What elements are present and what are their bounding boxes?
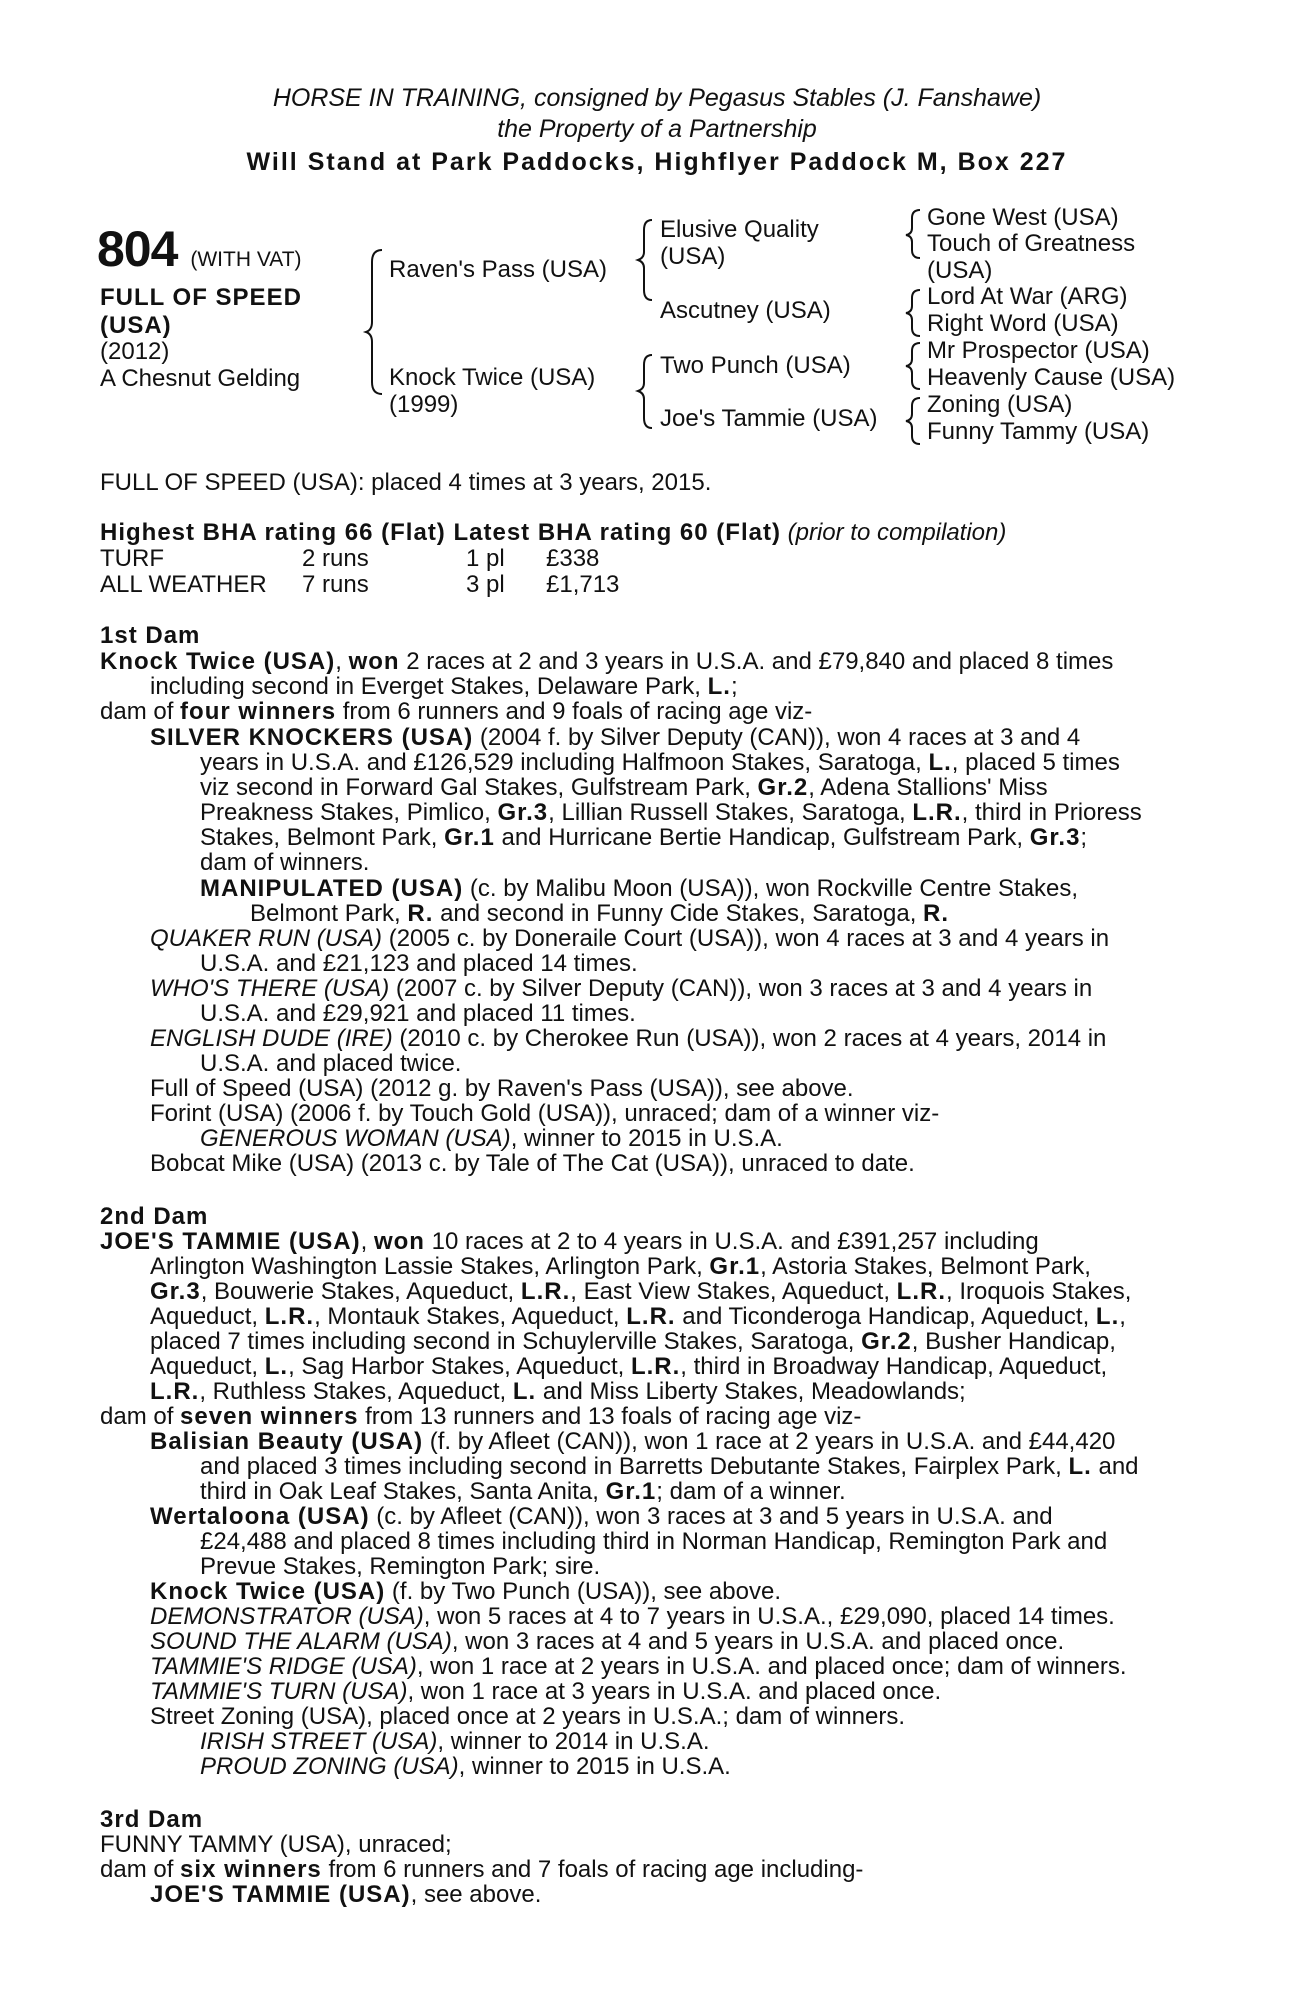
first-dam-line: SILVER KNOCKERS (USA) (2004 f. by Silver Deputy (CAN)), won 4 races at 3 and 4 (150, 724, 1081, 751)
second-dam-line: L.R., Ruthless Stakes, Aqueduct, L. and Miss Liberty Stakes, Meadowlands; (150, 1378, 966, 1405)
second-dam-line: PROUD ZONING (USA), winner to 2015 in U.S.A. (200, 1753, 731, 1780)
second-dam-line: Aqueduct, L.R., Montauk Stakes, Aqueduct, L.R. and Ticonderoga Handicap, Aqueduct, L., (150, 1303, 1126, 1330)
first-dam-line: years in U.S.A. and £126,529 including Halfmoon Stakes, Saratoga, L., placed 5 times (200, 749, 1120, 776)
header-line-3: Will Stand at Park Paddocks, Highflyer Paddock M, Box 227 (246, 148, 1068, 176)
pedigree-ssd: Touch of Greatness (927, 230, 1136, 257)
first-dam-line: U.S.A. and £21,123 and placed 14 times. (200, 950, 638, 977)
horse-description: A Chesnut Gelding (100, 365, 301, 392)
first-dam-line: ENGLISH DUDE (IRE) (2010 c. by Cherokee Run (USA)), won 2 races at 4 years, 2014 in (150, 1025, 1107, 1052)
stat-surface: ALL WEATHER (100, 571, 267, 598)
second-dam-line: Street Zoning (USA), placed once at 2 years in U.S.A.; dam of winners. (150, 1703, 906, 1730)
pedigree-sds: Lord At War (ARG) (927, 283, 1128, 310)
first-dam-line: QUAKER RUN (USA) (2005 c. by Doneraile Court (USA)), won 4 races at 3 and 4 years in (150, 925, 1110, 952)
second-dam-line: third in Oak Leaf Stakes, Santa Anita, Gr.1; dam of a winner. (200, 1478, 846, 1505)
first-dam-line: MANIPULATED (USA) (c. by Malibu Moon (USA)), won Rockville Centre Stakes, (200, 875, 1079, 902)
second-dam-line: IRISH STREET (USA), winner to 2014 in U.S.A. (200, 1728, 710, 1755)
pedigree-sire: Raven's Pass (USA) (389, 256, 607, 283)
first-dam-line: U.S.A. and £29,921 and placed 11 times. (200, 1000, 636, 1027)
third-dam-produce-summary: dam of six winners from 6 runners and 7 foals of racing age including- (100, 1856, 864, 1883)
second-dam-line: Arlington Washington Lassie Stakes, Arlington Park, Gr.1, Astoria Stakes, Belmont Park, (150, 1253, 1091, 1280)
first-dam-produce-summary: dam of four winners from 6 runners and 9 foals of racing age viz- (100, 698, 813, 725)
first-dam-heading: 1st Dam (100, 622, 201, 649)
second-dam-line: TAMMIE'S TURN (USA), won 1 race at 3 years in U.S.A. and placed once. (150, 1678, 942, 1705)
second-dam-line: DEMONSTRATOR (USA), won 5 races at 4 to 7 years in U.S.A., £29,090, placed 14 times. (150, 1603, 1115, 1630)
pedigree-dam-year: (1999) (389, 391, 459, 418)
third-dam-heading: 3rd Dam (100, 1806, 204, 1833)
stat-placed: 1 pl (466, 545, 505, 572)
first-dam-line: Stakes, Belmont Park, Gr.1 and Hurricane Bertie Handicap, Gulfstream Park, Gr.3; (200, 824, 1088, 851)
lot-number: 804 (97, 221, 178, 277)
stat-prize: £338 (546, 545, 600, 572)
first-dam-line: Bobcat Mike (USA) (2013 c. by Tale of The Cat (USA)), unraced to date. (150, 1150, 915, 1177)
first-dam-line: viz second in Forward Gal Stakes, Gulfstream Park, Gr.2, Adena Stallions' Miss (200, 774, 1048, 801)
rating-note: (prior to compilation) (787, 519, 1007, 546)
second-dam-line: Knock Twice (USA) (f. by Two Punch (USA)), see above. (150, 1578, 781, 1605)
pedigree-sire-sire-country: (USA) (660, 243, 726, 270)
pedigree-sire-sire: Elusive Quality (660, 216, 819, 243)
second-dam-line: £24,488 and placed 8 times including third in Norman Handicap, Remington Park and (200, 1528, 1108, 1555)
horse-year: (2012) (100, 338, 170, 365)
second-dam-line: SOUND THE ALARM (USA), won 3 races at 4 and 5 years in U.S.A. and placed once. (150, 1628, 1065, 1655)
first-dam-line: dam of winners. (200, 849, 370, 876)
second-dam-produce-summary: dam of seven winners from 13 runners and 13 foals of racing age viz- (100, 1403, 862, 1430)
rating-line (100, 520, 1006, 546)
first-dam-line: Belmont Park, R. and second in Funny Cide Stakes, Saratoga, R. (250, 900, 950, 927)
second-dam-line: and placed 3 times including second in Barretts Debutante Stakes, Fairplex Park, L. and (200, 1453, 1139, 1480)
pedigree-ddd: Funny Tammy (USA) (927, 418, 1150, 445)
stats-row-turf (100, 546, 700, 572)
pedigree-dam: Knock Twice (USA) (389, 364, 596, 391)
second-dam-line: Wertaloona (USA) (c. by Afleet (CAN)), won 3 races at 3 and 5 years in U.S.A. and (150, 1503, 1053, 1530)
pedigree-dam-dam: Joe's Tammie (USA) (660, 405, 878, 432)
first-dam-line: Forint (USA) (2006 f. by Touch Gold (USA)), unraced; dam of a winner viz- (150, 1100, 940, 1127)
stat-runs: 7 runs (302, 571, 369, 598)
second-dam-line: JOE'S TAMMIE (USA), won 10 races at 2 to 4 years in U.S.A. and £391,257 including (100, 1228, 1039, 1255)
first-dam-line: Preakness Stakes, Pimlico, Gr.3, Lillian Russell Stakes, Saratoga, L.R., third in Prioress (200, 799, 1142, 826)
second-dam-line: TAMMIE'S RIDGE (USA), won 1 race at 2 years in U.S.A. and placed once; dam of winners. (150, 1653, 1127, 1680)
stats-row-aw (100, 572, 700, 598)
second-dam-heading: 2nd Dam (100, 1203, 209, 1230)
header-line-1: HORSE IN TRAINING, consigned by Pegasus Stables (J. Fanshawe) (272, 84, 1042, 112)
second-dam-line: placed 7 times including second in Schuylerville Stakes, Saratoga, Gr.2, Busher Handicap, (150, 1328, 1116, 1355)
header-line-2: the Property of a Partnership (497, 115, 817, 143)
first-dam-line: including second in Everget Stakes, Delaware Park, L.; (150, 673, 738, 700)
stat-placed: 3 pl (466, 571, 505, 598)
third-dam-line: JOE'S TAMMIE (USA), see above. (150, 1881, 542, 1908)
second-dam-line: Gr.3, Bouwerie Stakes, Aqueduct, L.R., East View Stakes, Aqueduct, L.R., Iroquois Stakes, (150, 1278, 1132, 1305)
pedigree-dss: Mr Prospector (USA) (927, 337, 1150, 364)
stat-runs: 2 runs (302, 545, 369, 572)
second-dam-line: Prevue Stakes, Remington Park; sire. (200, 1553, 601, 1580)
first-dam-line: Full of Speed (USA) (2012 g. by Raven's Pass (USA)), see above. (150, 1075, 854, 1102)
horse-name-line-2: (USA) (100, 312, 172, 339)
second-dam-line: Aqueduct, L., Sag Harbor Stakes, Aqueduct, L.R., third in Broadway Handicap, Aqueduct, (150, 1353, 1108, 1380)
first-dam-line: Knock Twice (USA), won 2 races at 2 and 3 years in U.S.A. and £79,840 and placed 8 times (100, 648, 1114, 675)
first-dam-line: GENEROUS WOMAN (USA), winner to 2015 in U.S.A. (200, 1125, 783, 1152)
stat-surface: TURF (100, 545, 164, 572)
first-dam-line: WHO'S THERE (USA) (2007 c. by Silver Deputy (CAN)), won 3 races at 3 and 4 years in (150, 975, 1093, 1002)
pedigree-dam-sire: Two Punch (USA) (660, 352, 851, 379)
stat-prize: £1,713 (546, 571, 620, 598)
vat-label: (WITH VAT) (190, 248, 302, 271)
pedigree-dds: Zoning (USA) (927, 391, 1073, 418)
second-dam-line: Balisian Beauty (USA) (f. by Afleet (CAN)), won 1 race at 2 years in U.S.A. and £44,420 (150, 1428, 1116, 1455)
pedigree-sss: Gone West (USA) (927, 204, 1119, 231)
pedigree-sire-dam: Ascutney (USA) (660, 297, 831, 324)
pedigree-dsd: Heavenly Cause (USA) (927, 364, 1176, 391)
rating-text: Highest BHA rating 66 (Flat) Latest BHA rating 60 (Flat) (100, 519, 781, 546)
horse-name-line-1: FULL OF SPEED (100, 284, 302, 311)
racing-summary: FULL OF SPEED (USA): placed 4 times at 3 years, 2015. (100, 469, 712, 496)
pedigree-ssd-country: (USA) (927, 257, 993, 284)
third-dam-line: FUNNY TAMMY (USA), unraced; (100, 1831, 452, 1858)
pedigree-sdd: Right Word (USA) (927, 310, 1119, 337)
first-dam-line: U.S.A. and placed twice. (200, 1050, 462, 1077)
